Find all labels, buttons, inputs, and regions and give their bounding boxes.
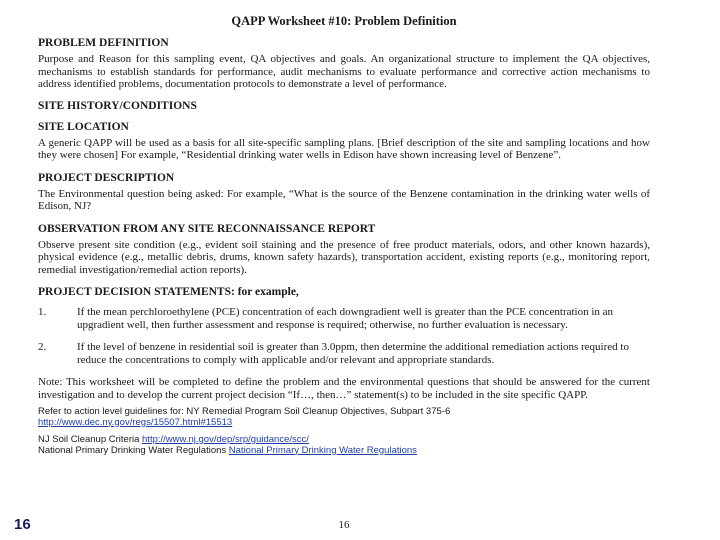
worksheet-page bbox=[38, 10, 650, 535]
page-title: QAPP Worksheet #10: Problem Definition bbox=[231, 14, 457, 28]
reference-npdwr-label: National Primary Drinking Water Regulations bbox=[38, 444, 229, 456]
site-location-text: A generic QAPP will be used as a basis for all site-specific sampling plans. [Brief description of the site and sampling locations and how they were chosen] For example, “Residential drinking water wells in Edison have shown increasing level of Benzene”. bbox=[38, 136, 650, 161]
observation-heading: OBSERVATION FROM ANY SITE RECONNAISSANCE REPORT bbox=[38, 222, 376, 235]
worksheet-note: Note: This worksheet will be completed to define the problem and the environmental questions that should be answered for the current investigation and to develop the current project decision “If…, then…” statement(s) to be included in the site specific QAPP. bbox=[38, 376, 650, 401]
reference-npdwr-link[interactable]: National Primary Drinking Water Regulations bbox=[228, 444, 417, 456]
slide-number: 16 bbox=[14, 516, 31, 533]
decision-statements-heading: PROJECT DECISION STATEMENTS: for example, bbox=[38, 286, 299, 298]
list-item-number: 1. bbox=[38, 306, 47, 318]
decision-statements-list bbox=[38, 306, 650, 366]
observation-text: Observe present site condition (e.g., evident soil staining and the presence of free product materials, odors, and other known hazards), physical evidence (e.g., metallic debris, drums, known safety hazards), transportation accident, existing reports (e.g., monitoring report, remedial investigation/remedial action reports). bbox=[38, 238, 650, 276]
reference-nj-link[interactable]: http://www.nj.gov/dep/srp/guidance/scc/ bbox=[142, 434, 309, 445]
list-item-text: If the level of benzene in residential soil is greater than 3.0ppm, then determine the additional remediation actions required to reduce the concentrations to comply with applicable and/or relevant and appropriate standards. bbox=[77, 341, 629, 366]
site-history-heading: SITE HISTORY/CONDITIONS bbox=[38, 99, 197, 112]
reference-nj-label: NJ Soil Cleanup Criteria bbox=[38, 434, 143, 445]
list-item-text: If the mean perchloroethylene (PCE) concentration of each downgradient well is greater than the PCE concentration in an upgradient well, then further assessment and response is required; otherwise, no further evaluation is necessary. bbox=[77, 306, 614, 331]
list-item bbox=[38, 341, 650, 366]
reference-ny-text: Refer to action level guidelines for: NY Remedial Program Soil Cleanup Objectives, Subpart 375-6 bbox=[38, 406, 451, 417]
project-description-heading: PROJECT DESCRIPTION bbox=[38, 171, 175, 184]
project-description-text: The Environmental question being asked: For example, “What is the source of the Benzene contamination in the drinking water wells of Edison, NJ? bbox=[38, 187, 650, 212]
list-item bbox=[38, 306, 650, 331]
reference-ny-link[interactable]: http://www.dec.ny.gov/regs/15507.html#15513 bbox=[38, 416, 233, 428]
list-item-number: 2. bbox=[38, 341, 47, 353]
problem-definition-text: Purpose and Reason for this sampling event, QA objectives and goals. An organizational structure to implement the QA objectives, mechanisms to establish standards for performance, audit mechanisms to evaluate performance and corrective action mechanisms to address identified problems, documentation protocols to demonstrate a level of performance. bbox=[38, 53, 650, 90]
page-number: 16 bbox=[338, 519, 350, 531]
site-location-heading: SITE LOCATION bbox=[38, 120, 129, 133]
problem-definition-heading: PROBLEM DEFINITION bbox=[38, 37, 169, 49]
